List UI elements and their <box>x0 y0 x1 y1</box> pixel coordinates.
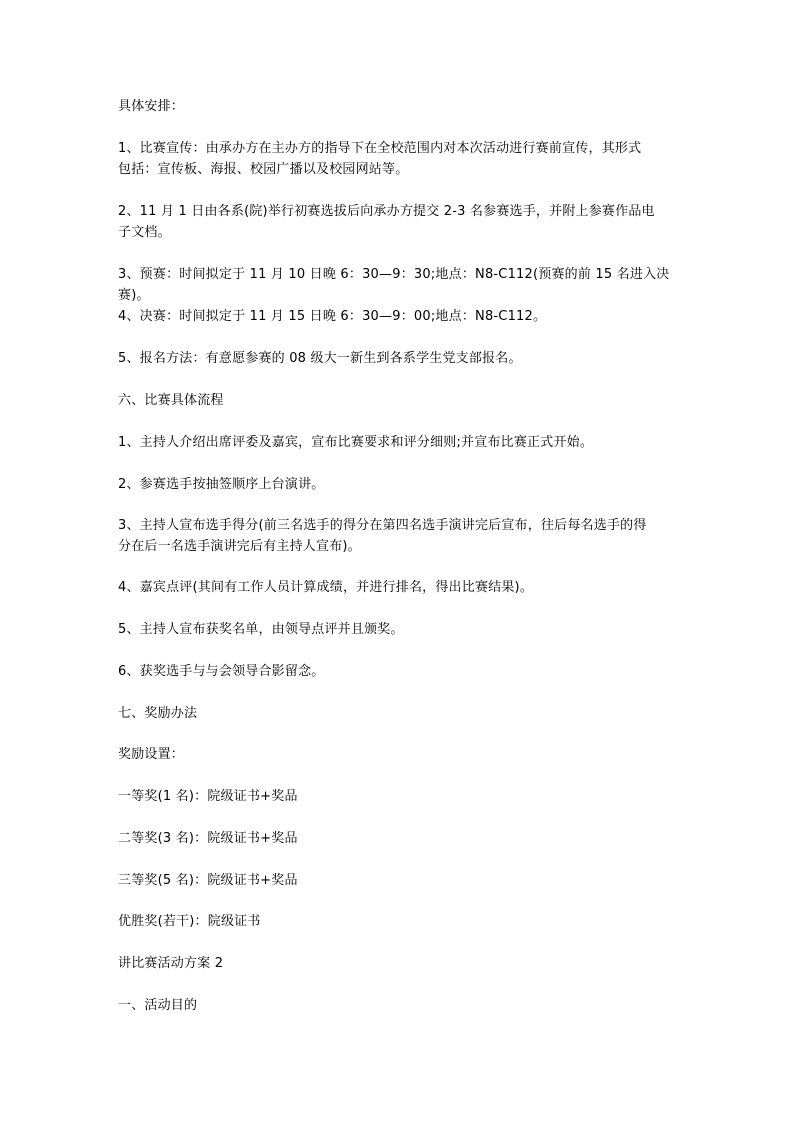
paragraph-first-prize: 一等奖(1 名)：院级证书+奖品 <box>118 789 298 804</box>
paragraph-process-step-5: 5、主持人宣布获奖名单，由领导点评并且颁奖。 <box>118 622 404 637</box>
paragraph-process-step-6: 6、获奖选手与与会领导合影留念。 <box>118 664 325 679</box>
section-heading-plan-2: 讲比赛活动方案 2 <box>118 956 224 971</box>
section-heading-activity-purpose: 一、活动目的 <box>118 998 198 1013</box>
section-heading-process: 六、比赛具体流程 <box>118 393 224 408</box>
section-heading-awards: 七、奖励办法 <box>118 706 198 721</box>
paragraph-preliminary-selection: 2、11 月 1 日由各系(院)举行初赛选拔后向承办方提交 2-3 名参赛选手，并附上参赛作品电 子文档。 <box>118 204 655 240</box>
paragraph-third-prize: 三等奖(5 名)：院级证书+奖品 <box>118 873 298 888</box>
paragraph-excellence-prize: 优胜奖(若干)：院级证书 <box>118 914 261 929</box>
paragraph-registration: 5、报名方法：有意愿参赛的 08 级大一新生到各系学生党支部报名。 <box>118 351 522 366</box>
paragraph-process-step-4: 4、嘉宾点评(其间有工作人员计算成绩，并进行排名，得出比赛结果)。 <box>118 580 534 595</box>
paragraph-final-round: 4、决赛：时间拟定于 11 月 15 日晚 6：30—9：00;地点：N8-C112。 <box>118 309 547 324</box>
section-heading-arrangement: 具体安排： <box>118 99 185 114</box>
paragraph-publicity: 1、比赛宣传：由承办方在主办方的指导下在全校范围内对本次活动进行赛前宣传，其形式 包括：宣传板、海报、校园广播以及校园网站等。 <box>118 141 642 177</box>
paragraph-process-step-3: 3、主持人宣布选手得分(前三名选手的得分在第四名选手演讲完后宣布，往后每名选手的得 分在后一名选手演讲完后有主持人宣布)。 <box>118 518 647 554</box>
paragraph-preliminary-round: 3、预赛：时间拟定于 11 月 10 日晚 6：30—9：30;地点：N8-C112(预赛的前 15 名进入决赛)。 <box>118 267 670 303</box>
paragraph-process-step-2: 2、参赛选手按抽签顺序上台演讲。 <box>118 477 325 492</box>
paragraph-award-settings: 奖励设置： <box>118 747 185 762</box>
paragraph-process-step-1: 1、主持人介绍出席评委及嘉宾，宣布比赛要求和评分细则;并宣布比赛正式开始。 <box>118 435 594 450</box>
paragraph-second-prize: 二等奖(3 名)：院级证书+奖品 <box>118 831 298 846</box>
